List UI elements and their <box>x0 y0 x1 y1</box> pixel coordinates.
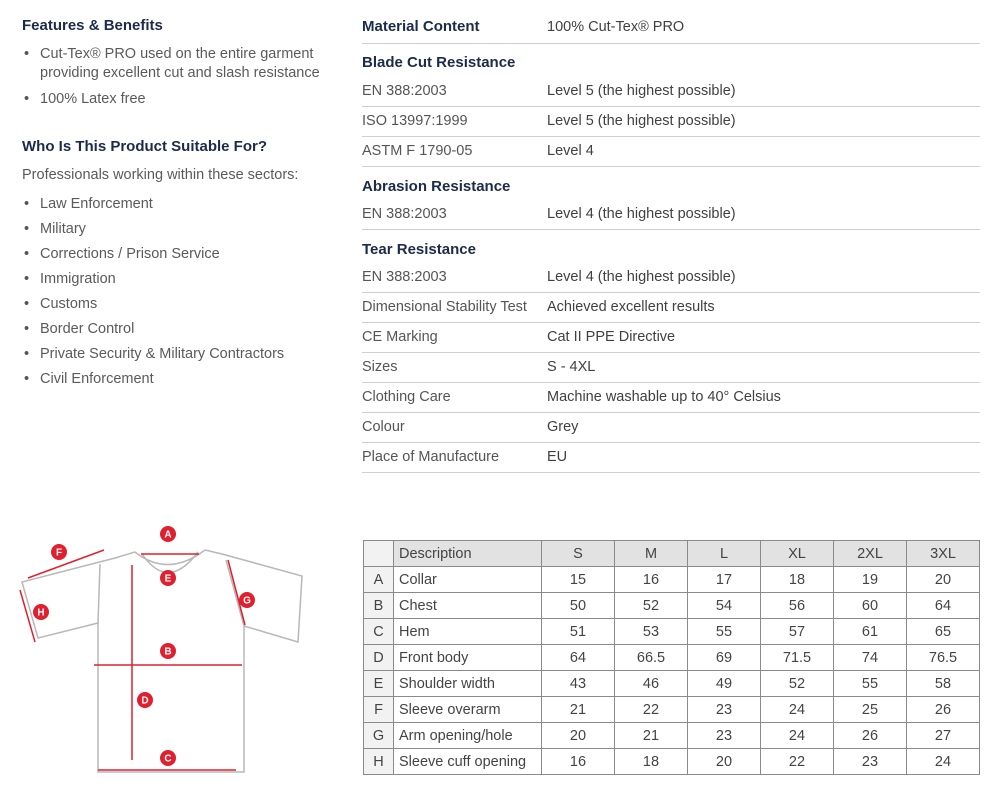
size-value-cell: 46 <box>615 671 688 697</box>
spec-value: Grey <box>547 419 579 435</box>
size-value-cell: 52 <box>761 671 834 697</box>
spec-row <box>362 77 980 107</box>
blade-cut-heading <box>362 44 980 77</box>
spec-row-material <box>362 12 980 44</box>
size-value-cell: 66.5 <box>615 645 688 671</box>
size-value-cell: 69 <box>688 645 761 671</box>
spec-label: Colour <box>362 419 405 435</box>
header-size-2xl: 2XL <box>834 541 907 567</box>
table-row <box>364 593 980 619</box>
tshirt-outline <box>22 547 302 772</box>
spec-label: EN 388:2003 <box>362 83 447 99</box>
table-row <box>364 697 980 723</box>
spec-value: Cat II PPE Directive <box>547 329 676 345</box>
table-row <box>364 619 980 645</box>
size-value-cell: 61 <box>834 619 907 645</box>
row-letter: F <box>364 697 394 723</box>
sector-item: • Immigration <box>22 270 342 295</box>
header-size-m: M <box>615 541 688 567</box>
row-description: Hem <box>394 619 542 645</box>
section-title: Tear Resistance <box>362 241 476 258</box>
marker-c <box>160 750 176 766</box>
table-row <box>364 645 980 671</box>
row-letter: E <box>364 671 394 697</box>
spec-value: Level 4 (the highest possible) <box>547 269 736 285</box>
size-value-cell: 26 <box>834 723 907 749</box>
size-value-cell: 54 <box>688 593 761 619</box>
size-value-cell: 23 <box>688 723 761 749</box>
row-letter: B <box>364 593 394 619</box>
row-letter: A <box>364 567 394 593</box>
spec-label: EN 388:2003 <box>362 206 447 222</box>
spec-value: 100% Cut-Tex® PRO <box>547 19 685 35</box>
size-chart-body <box>364 567 980 775</box>
header-size-xl: XL <box>761 541 834 567</box>
tear-heading <box>362 230 980 263</box>
size-value-cell: 55 <box>834 671 907 697</box>
size-value-cell: 74 <box>834 645 907 671</box>
size-value-cell: 51 <box>542 619 615 645</box>
marker-f-label: F <box>55 547 63 559</box>
size-value-cell: 22 <box>761 749 834 775</box>
abrasion-heading <box>362 167 980 200</box>
measure-line-h <box>20 590 35 642</box>
size-value-cell: 49 <box>688 671 761 697</box>
row-letter: H <box>364 749 394 775</box>
size-value-cell: 24 <box>761 723 834 749</box>
size-value-cell: 56 <box>761 593 834 619</box>
header-size-3xl: 3XL <box>907 541 980 567</box>
specification-table <box>362 12 980 473</box>
suitability-intro: Professionals working within these sectors: <box>22 167 299 183</box>
spec-value: Level 5 (the highest possible) <box>547 83 736 99</box>
size-value-cell: 19 <box>834 567 907 593</box>
size-value-cell: 18 <box>761 567 834 593</box>
sector-item: • Customs <box>22 295 342 320</box>
spec-label: CE Marking <box>362 329 438 345</box>
table-row <box>364 671 980 697</box>
spec-row <box>362 443 980 473</box>
spec-row <box>362 323 980 353</box>
size-value-cell: 24 <box>761 697 834 723</box>
spec-label: ASTM F 1790-05 <box>362 143 473 159</box>
row-description: Collar <box>394 567 542 593</box>
spec-value: Level 4 <box>547 143 594 159</box>
row-letter: C <box>364 619 394 645</box>
sector-item: • Private Security & Military Contractors <box>22 345 342 370</box>
feature-item: • Cut-Tex® PRO used on the entire garment providing excellent cut and slash resistance <box>22 45 342 83</box>
spec-row <box>362 137 980 167</box>
sector-item: • Military <box>22 220 342 245</box>
marker-a <box>160 526 176 542</box>
spec-value: Achieved excellent results <box>547 299 715 315</box>
row-letter: D <box>364 645 394 671</box>
row-description: Sleeve overarm <box>394 697 542 723</box>
features-title: Features & Benefits <box>22 17 163 34</box>
spec-row <box>362 353 980 383</box>
marker-h-label: H <box>37 607 45 619</box>
sectors-list <box>22 195 342 395</box>
size-value-cell: 57 <box>761 619 834 645</box>
spec-value: Level 5 (the highest possible) <box>547 113 736 129</box>
spec-row <box>362 413 980 443</box>
size-value-cell: 43 <box>542 671 615 697</box>
row-description: Chest <box>394 593 542 619</box>
size-value-cell: 20 <box>542 723 615 749</box>
features-list <box>22 45 342 116</box>
size-value-cell: 15 <box>542 567 615 593</box>
spec-value: EU <box>547 449 568 465</box>
spec-label: Place of Manufacture <box>362 449 500 465</box>
marker-a-label: A <box>164 529 172 541</box>
spec-label: ISO 13997:1999 <box>362 113 468 129</box>
size-value-cell: 26 <box>907 697 980 723</box>
suitability-title: Who Is This Product Suitable For? <box>22 138 268 155</box>
size-value-cell: 18 <box>615 749 688 775</box>
size-value-cell: 50 <box>542 593 615 619</box>
spec-row <box>362 263 980 293</box>
spec-row <box>362 107 980 137</box>
header-description: Description <box>394 541 542 567</box>
header-size-l: L <box>688 541 761 567</box>
size-value-cell: 16 <box>542 749 615 775</box>
size-value-cell: 22 <box>615 697 688 723</box>
spec-row <box>362 293 980 323</box>
row-letter: G <box>364 723 394 749</box>
size-value-cell: 58 <box>907 671 980 697</box>
size-value-cell: 20 <box>688 749 761 775</box>
size-value-cell: 27 <box>907 723 980 749</box>
measure-line-g <box>228 560 245 625</box>
row-description: Front body <box>394 645 542 671</box>
size-value-cell: 71.5 <box>761 645 834 671</box>
feature-item: • 100% Latex free <box>22 90 342 109</box>
spec-label: EN 388:2003 <box>362 269 447 285</box>
spec-label: Sizes <box>362 359 398 375</box>
spec-value: Machine washable up to 40° Celsius <box>547 389 781 405</box>
size-value-cell: 23 <box>688 697 761 723</box>
size-value-cell: 53 <box>615 619 688 645</box>
size-value-cell: 16 <box>615 567 688 593</box>
garment-diagram <box>10 520 320 780</box>
size-chart-table <box>363 540 980 775</box>
measure-lines <box>20 547 245 770</box>
size-value-cell: 76.5 <box>907 645 980 671</box>
size-value-cell: 21 <box>542 697 615 723</box>
spec-row <box>362 383 980 413</box>
spec-label: Clothing Care <box>362 389 451 405</box>
section-title: Abrasion Resistance <box>362 178 511 195</box>
table-row <box>364 723 980 749</box>
spec-value: S - 4XL <box>547 359 596 375</box>
marker-b-label: B <box>164 646 172 658</box>
row-description: Arm opening/hole <box>394 723 542 749</box>
spec-label: Dimensional Stability Test <box>362 299 527 315</box>
size-value-cell: 55 <box>688 619 761 645</box>
marker-g <box>239 592 255 608</box>
size-value-cell: 64 <box>907 593 980 619</box>
size-value-cell: 17 <box>688 567 761 593</box>
size-value-cell: 25 <box>834 697 907 723</box>
size-value-cell: 24 <box>907 749 980 775</box>
sector-item: • Civil Enforcement <box>22 370 342 395</box>
table-row <box>364 749 980 775</box>
marker-d-label: D <box>141 695 149 707</box>
row-description: Sleeve cuff opening <box>394 749 542 775</box>
spec-value: Level 4 (the highest possible) <box>547 206 736 222</box>
size-value-cell: 65 <box>907 619 980 645</box>
size-value-cell: 20 <box>907 567 980 593</box>
size-chart-header <box>364 541 980 567</box>
sector-item: • Law Enforcement <box>22 195 342 220</box>
size-value-cell: 64 <box>542 645 615 671</box>
size-value-cell: 21 <box>615 723 688 749</box>
sector-item: • Border Control <box>22 320 342 345</box>
spec-row <box>362 200 980 230</box>
header-empty-cell <box>364 541 394 567</box>
marker-e <box>160 570 176 586</box>
marker-h <box>33 604 49 620</box>
section-title: Blade Cut Resistance <box>362 54 516 71</box>
size-value-cell: 23 <box>834 749 907 775</box>
spec-label: Material Content <box>362 18 480 35</box>
table-row <box>364 567 980 593</box>
marker-e-label: E <box>164 573 172 585</box>
size-value-cell: 52 <box>615 593 688 619</box>
sector-item: • Corrections / Prison Service <box>22 245 342 270</box>
row-description: Shoulder width <box>394 671 542 697</box>
marker-g-label: G <box>243 595 251 607</box>
size-value-cell: 60 <box>834 593 907 619</box>
marker-c-label: C <box>164 753 172 765</box>
marker-d <box>137 692 153 708</box>
marker-b <box>160 643 176 659</box>
header-size-s: S <box>542 541 615 567</box>
marker-f <box>51 544 67 560</box>
